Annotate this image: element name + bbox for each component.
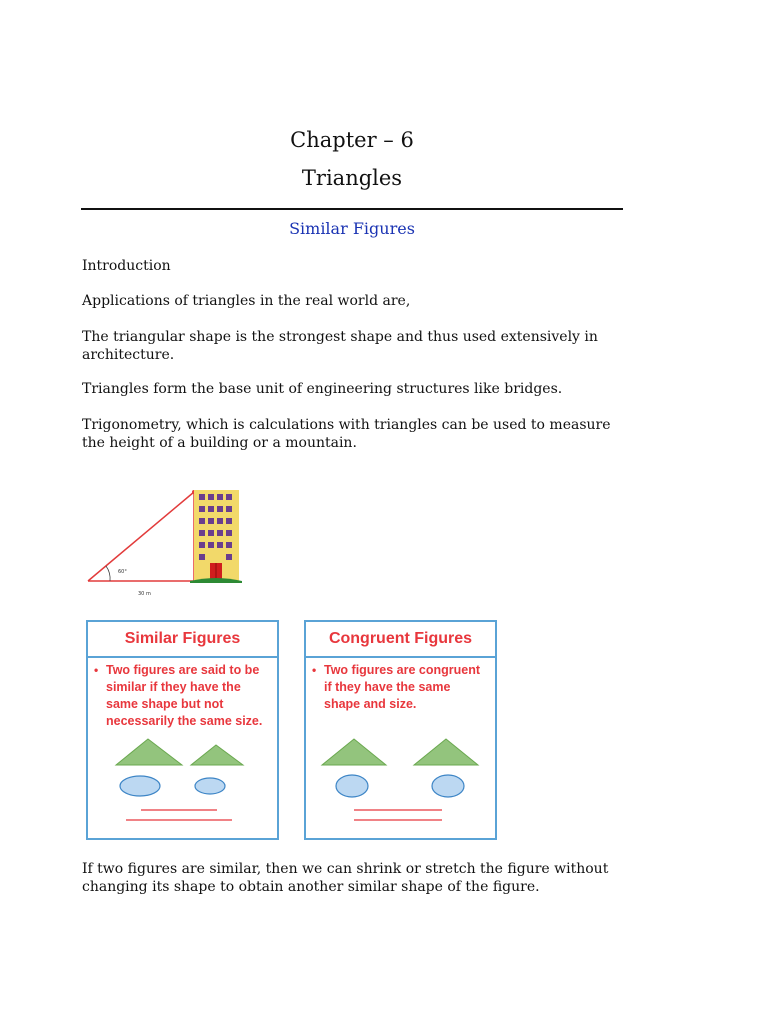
- ellipse-a: [336, 775, 368, 797]
- similar-figures-definition: [88, 658, 277, 730]
- engineering-text: Triangles form the base unit of engineering structures like bridges.: [82, 381, 563, 397]
- distance-label: 30 m: [138, 591, 151, 597]
- title-divider: [81, 208, 623, 210]
- section-title: Similar Figures: [289, 219, 415, 238]
- conclusion-text: If two figures are similar, then we can shrink or stretch the figure without changing its shape to obtain another similar shape of the figure.: [82, 861, 609, 895]
- triangle-b: [414, 739, 478, 765]
- congruent-figures-text: Two figures are congruent if they have the same shape and size.: [324, 663, 481, 711]
- large-triangle: [116, 739, 182, 765]
- small-ellipse: [195, 778, 225, 794]
- chapter-title: Triangles: [301, 166, 403, 190]
- angle-arc: [106, 566, 110, 581]
- angle-label: 60°: [118, 569, 127, 575]
- similar-figures-title: Similar Figures: [88, 622, 277, 658]
- bullet-icon: •: [94, 663, 99, 677]
- congruent-figures-definition: [306, 658, 495, 713]
- large-ellipse: [120, 776, 160, 796]
- hypotenuse-line: [88, 492, 194, 581]
- ellipse-b: [432, 775, 464, 797]
- small-triangle: [191, 745, 243, 765]
- trigonometry-text: Trigonometry, which is calculations with triangles can be used to measure the height of a building or a mountain.: [82, 417, 611, 451]
- similar-figures-text: Two figures are said to be similar if they have the same shape but not necessarily the same size.: [106, 663, 263, 728]
- triangle-a: [322, 739, 386, 765]
- architecture-text: The triangular shape is the strongest shape and thus used extensively in architecture.: [82, 329, 598, 363]
- building-height-illustration: [82, 484, 252, 602]
- congruent-figures-card: [304, 620, 497, 840]
- intro-text: Introduction: [82, 258, 171, 274]
- chapter-heading: Chapter – 6: [290, 128, 414, 152]
- congruent-figures-title: Congruent Figures: [306, 622, 495, 658]
- congruent-shapes-illustration: [306, 732, 495, 832]
- similar-figures-card: [86, 620, 279, 840]
- applications-text: Applications of triangles in the real world are,: [82, 293, 411, 309]
- bullet-icon: •: [312, 663, 317, 677]
- similar-shapes-illustration: [88, 732, 277, 832]
